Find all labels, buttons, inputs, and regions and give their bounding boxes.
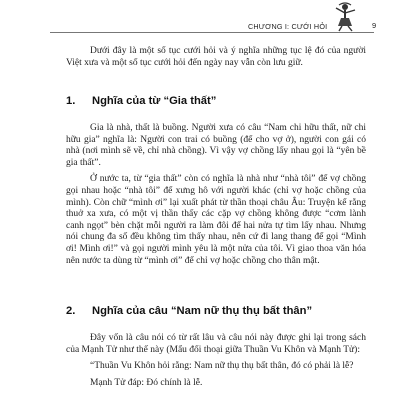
section-2-paragraph: “Thuần Vu Khôn hỏi rằng: Nam nữ thụ thụ bất thân, đó có phải là lễ? (90, 361, 354, 372)
section-1-title: Nghĩa của từ “Gia thất” (92, 95, 217, 107)
section-2-paragraph: Đây vốn là câu nói có từ rất lâu và câu nói này được ghi lại trong sách của Mạnh Tử như thế này (Mẩu đối thoại giữa Thuần Vu Khôn và Mạnh Tử): (66, 333, 366, 355)
intro-text: Dưới đây là một số tục cưới hỏi và ý nghĩa những tục lệ đó của người Việt xưa và một số tục cưới hỏi đến ngày nay vẫn còn lưu giữ. (66, 46, 366, 68)
section-1-number: 1. (66, 95, 76, 107)
running-header: CHƯƠNG I: CƯỚI HỎI (248, 22, 328, 31)
section-1-heading (66, 95, 216, 107)
intro-paragraph (66, 46, 366, 69)
header-divider (50, 32, 374, 33)
section-1-body (66, 123, 366, 267)
section-2-title: Nghĩa của câu “Nam nữ thụ thụ bất thân” (92, 305, 313, 317)
section-2-number: 2. (66, 305, 76, 317)
page-number: 9 (372, 21, 377, 30)
section-2-body (66, 333, 366, 389)
section-2-paragraph: Mạnh Tử đáp: Đó chính là lễ. (90, 377, 203, 388)
section-2-heading (66, 305, 312, 317)
section-1-paragraph: Gia là nhà, thất là buồng. Người xưa có câu “Nam chi hữu thất, nữ chi hữu gia” nghĩa là: Người con trai có buồng (để cho vợ ở), người con gái có nhà (nơi mình sẽ về, chỉ nhà chồng). Vì vậy vợ chồng lấy nhau gọi là “yên bề gia thất”. (66, 123, 366, 168)
dancing-figure-icon (328, 2, 362, 32)
section-1-paragraph: Ở nước ta, từ “gia thất” còn có nghĩa là nhà như “nhà tôi” để vợ chồng gọi nhau hoặc “nhà tôi” để xưng hô với người khác (chỉ vợ hoặc chồng của mình). Còn chữ “mình ơi” lại xuất phát từ thần thoại châu Âu: Truyện kể rằng thuở xa xưa, có một vị thần thấy các cặp vợ chồng không được “cơm lành canh ngọt” bèn chặt mỗi người ra làm đôi để hai nửa tự tìm lấy nhau. Nhưng nói chung đa số đều không tìm thấy nhau, nên cứ đi lang thang để gọi “Mình ơi! Mình ơi!” và gọi người mình yêu là một nửa của tôi. Vì giao thoa văn hóa nên nước ta dùng từ “mình ơi” để chỉ vợ hoặc chồng cho thân mật. (66, 174, 366, 266)
